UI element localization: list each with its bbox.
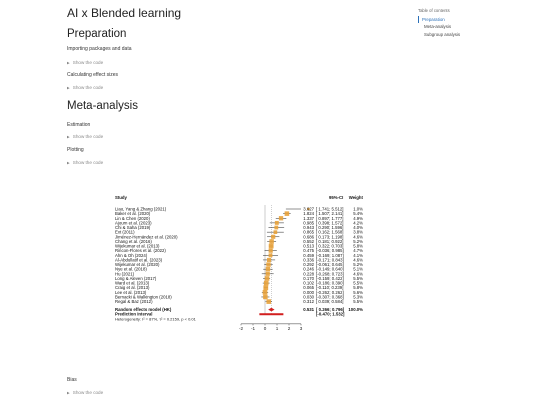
show-code-label: Show the code: [72, 390, 104, 395]
study-label: Ext (2011): [115, 229, 135, 235]
show-code-label: Show the code: [72, 85, 104, 90]
x-axis-tick-label: 2: [287, 325, 291, 331]
study-label: Lee et al. (2013): [115, 289, 147, 295]
study-label: Hu (2021): [115, 271, 135, 277]
study-square: [264, 281, 269, 286]
study-weight: 5.4%: [353, 211, 363, 217]
study-square: [274, 230, 278, 234]
subheading-effect-sizes: Calculating effect sizes: [67, 72, 119, 78]
subheading-plotting: Plotting: [67, 147, 84, 153]
study-ci-text: [ 0.181; 0.922]: [316, 238, 344, 244]
study-ci-text: [ 0.290; 1.596]: [316, 225, 344, 231]
subheading-estimation: Estimation: [67, 122, 91, 128]
study-square: [267, 258, 271, 262]
study-label: Jiménez-Hernández et al. (2020): [115, 234, 178, 240]
study-ci-text: [-0.061; 0.645]: [316, 262, 344, 268]
study-weight: 4.6%: [353, 234, 363, 240]
study-ci-text: [-0.110; 0.239]: [316, 285, 344, 291]
study-weight: 5.5%: [353, 299, 363, 305]
header-ci: 95%-CI: [329, 195, 344, 200]
study-label: Ahn & Oh (2024): [115, 252, 148, 258]
study-estimate: 0.336: [303, 257, 314, 263]
section-heading-preparation: Preparation: [67, 28, 127, 40]
x-axis-tick-label: -2: [238, 325, 244, 331]
show-code-label: Show the code: [72, 134, 104, 139]
study-ci-text: [-0.307; 0.368]: [316, 294, 344, 300]
study-label: Ward et al. (2013): [115, 280, 150, 286]
study-square: [266, 299, 271, 304]
study-label: Liao, Yang & Zhang (2021): [115, 206, 167, 212]
study-label: Chang et al. (2016): [115, 238, 152, 244]
random-effects-label: Random effects model (HK): [115, 307, 172, 313]
study-estimate: 0.228: [303, 271, 314, 277]
study-ci-text: [-0.169; 1.087]: [316, 252, 344, 258]
study-ci-text: [ 1.507; 2.141]: [316, 211, 344, 217]
study-estimate: 0.513: [303, 243, 314, 249]
study-weight: 5.8%: [353, 243, 363, 249]
random-effects-weight: 100.0%: [348, 307, 363, 313]
x-axis-tick-label: 3: [299, 325, 303, 331]
show-code-label: Show the code: [72, 160, 104, 165]
study-estimate: 0.552: [303, 238, 314, 244]
page-title: AI x Blended learning: [67, 6, 182, 20]
study-weight: 5.5%: [353, 275, 363, 281]
study-estimate: 0.246: [303, 266, 314, 272]
study-estimate: 0.065: [303, 285, 314, 291]
study-square: [279, 216, 283, 220]
study-ci-text: [ 0.897; 1.777]: [316, 215, 344, 221]
study-label: Baker et al. (2020): [115, 211, 151, 217]
study-weight: 5.5%: [353, 280, 363, 286]
triangle-right-icon: ▶: [67, 391, 70, 395]
study-ci-text: [-0.262; 0.262]: [316, 289, 344, 295]
toc-title: Table of contents: [418, 8, 450, 13]
study-estimate: 0.865: [303, 229, 314, 235]
study-label: Wijekumar et al. (2013): [115, 243, 160, 249]
show-code-label: Show the code: [72, 60, 104, 65]
random-effects-diamond: [268, 308, 274, 312]
study-weight: 3.8%: [353, 229, 363, 235]
header-study: Study: [115, 195, 127, 200]
prediction-ci: [-0.470; 1.532]: [316, 311, 345, 317]
study-estimate: 0.292: [303, 262, 314, 268]
study-square: [263, 285, 268, 290]
study-estimate: 0.943: [303, 225, 314, 231]
study-weight: 4.6%: [353, 257, 363, 263]
study-weight: 5.2%: [353, 262, 363, 268]
study-label: Bernacki & Walkington (2018): [115, 294, 172, 300]
study-label: Craig et al. (2013): [115, 285, 150, 291]
study-weight: 4.2%: [353, 220, 363, 226]
study-weight: 5.2%: [353, 238, 363, 244]
study-estimate: 0.686: [303, 234, 314, 240]
heterogeneity-text: Heterogeneity: I² = 87%, τ² = 0.2159, p < 0.01: [115, 316, 196, 322]
section-heading-meta-analysis: Meta-analysis: [67, 100, 138, 112]
study-estimate: 0.170: [303, 275, 314, 281]
study-label: Lin & Chen (2020): [115, 215, 150, 221]
study-square: [271, 235, 275, 239]
study-label: Wijekumar et al. (2020): [115, 262, 160, 268]
triangle-right-icon: ▶: [67, 61, 70, 65]
study-square: [274, 226, 278, 230]
triangle-right-icon: ▶: [67, 86, 70, 90]
study-square: [263, 290, 268, 295]
study-weight: 4.7%: [353, 248, 363, 254]
study-estimate: 0.985: [303, 220, 314, 226]
study-estimate: 3.627: [303, 206, 314, 212]
study-weight: 5.8%: [353, 285, 363, 291]
study-weight: 5.1%: [353, 266, 363, 272]
study-square: [275, 221, 279, 225]
study-weight: 4.6%: [353, 271, 363, 277]
study-square: [263, 295, 268, 300]
random-effects-ci: [ 0.266; 0.796]: [316, 307, 345, 313]
study-ci-text: [ 0.398; 1.572]: [316, 220, 344, 226]
toc-item-preparation[interactable]: Preparation: [418, 16, 508, 23]
study-weight: 4.0%: [353, 225, 363, 231]
study-estimate: 0.312: [303, 299, 314, 305]
study-square: [269, 249, 273, 253]
study-weight: 1.0%: [353, 206, 363, 212]
study-square: [266, 262, 270, 266]
study-ci-text: [-0.159; 0.422]: [316, 275, 344, 281]
study-weight: 5.3%: [353, 294, 363, 300]
study-weight: 4.9%: [353, 215, 363, 221]
study-estimate: 1.824: [303, 211, 314, 217]
study-ci-text: [-0.036; 0.985]: [316, 248, 344, 254]
study-ci-text: [ 0.162; 1.568]: [316, 229, 344, 235]
study-label: Rincon-Flores et al. (2022): [115, 248, 166, 254]
study-estimate: 1.337: [303, 215, 314, 221]
study-ci-text: [ 0.322; 0.703]: [316, 243, 344, 249]
study-weight: 4.1%: [353, 252, 363, 258]
study-label: Regal & Baz (2012): [115, 299, 153, 305]
study-square: [285, 211, 290, 216]
study-estimate: 0.030: [303, 294, 314, 300]
toc-item-meta-analysis[interactable]: Meta-analysis: [424, 24, 452, 30]
study-label: Long & Aleven (2017): [115, 275, 157, 281]
study-square: [269, 244, 274, 249]
study-ci-text: [-0.268; 0.723]: [316, 271, 344, 277]
study-square: [269, 253, 273, 257]
study-ci-text: [ 1.741; 5.512]: [316, 206, 344, 212]
study-square: [269, 239, 273, 243]
study-ci-text: [ 0.039; 0.584]: [316, 299, 344, 305]
triangle-right-icon: ▶: [67, 135, 70, 139]
study-ci-text: [-0.186; 0.390]: [316, 280, 344, 286]
random-effects-estimate: 0.531: [303, 307, 314, 313]
study-square: [265, 276, 270, 281]
study-estimate: 0.475: [303, 248, 314, 254]
study-ci-text: [-0.149; 0.640]: [316, 266, 344, 272]
toc-item-subgroup-analysis[interactable]: Subgroup analysis: [424, 31, 461, 37]
study-label: Al-Abdullatif et al. (2023): [115, 257, 163, 263]
study-ci-text: [ 0.173; 1.198]: [316, 234, 344, 240]
x-axis-tick-label: -1: [250, 325, 256, 331]
x-axis-tick-label: 1: [275, 325, 279, 331]
study-label: Nye et al. (2018): [115, 266, 147, 272]
study-ci-text: [-0.171; 0.843]: [316, 257, 344, 263]
prediction-interval-bar: [259, 313, 283, 315]
study-estimate: 0.459: [303, 252, 314, 258]
prediction-label: Prediction interval: [115, 311, 153, 317]
triangle-right-icon: ▶: [67, 161, 70, 165]
subheading-importing: Importing packages and data: [67, 46, 132, 52]
header-weight: Weight: [348, 195, 363, 200]
study-square: [266, 267, 270, 271]
study-weight: 5.6%: [353, 289, 363, 295]
study-estimate: 0.102: [303, 280, 314, 286]
study-estimate: 0.000: [303, 289, 314, 295]
x-axis-tick-label: 0: [263, 325, 267, 331]
study-square: [266, 272, 270, 276]
study-label: Chi & Saha (2019): [115, 225, 151, 231]
study-label: Ajourn et al. (2023): [115, 220, 152, 226]
subheading-bias: Bias: [67, 377, 77, 383]
